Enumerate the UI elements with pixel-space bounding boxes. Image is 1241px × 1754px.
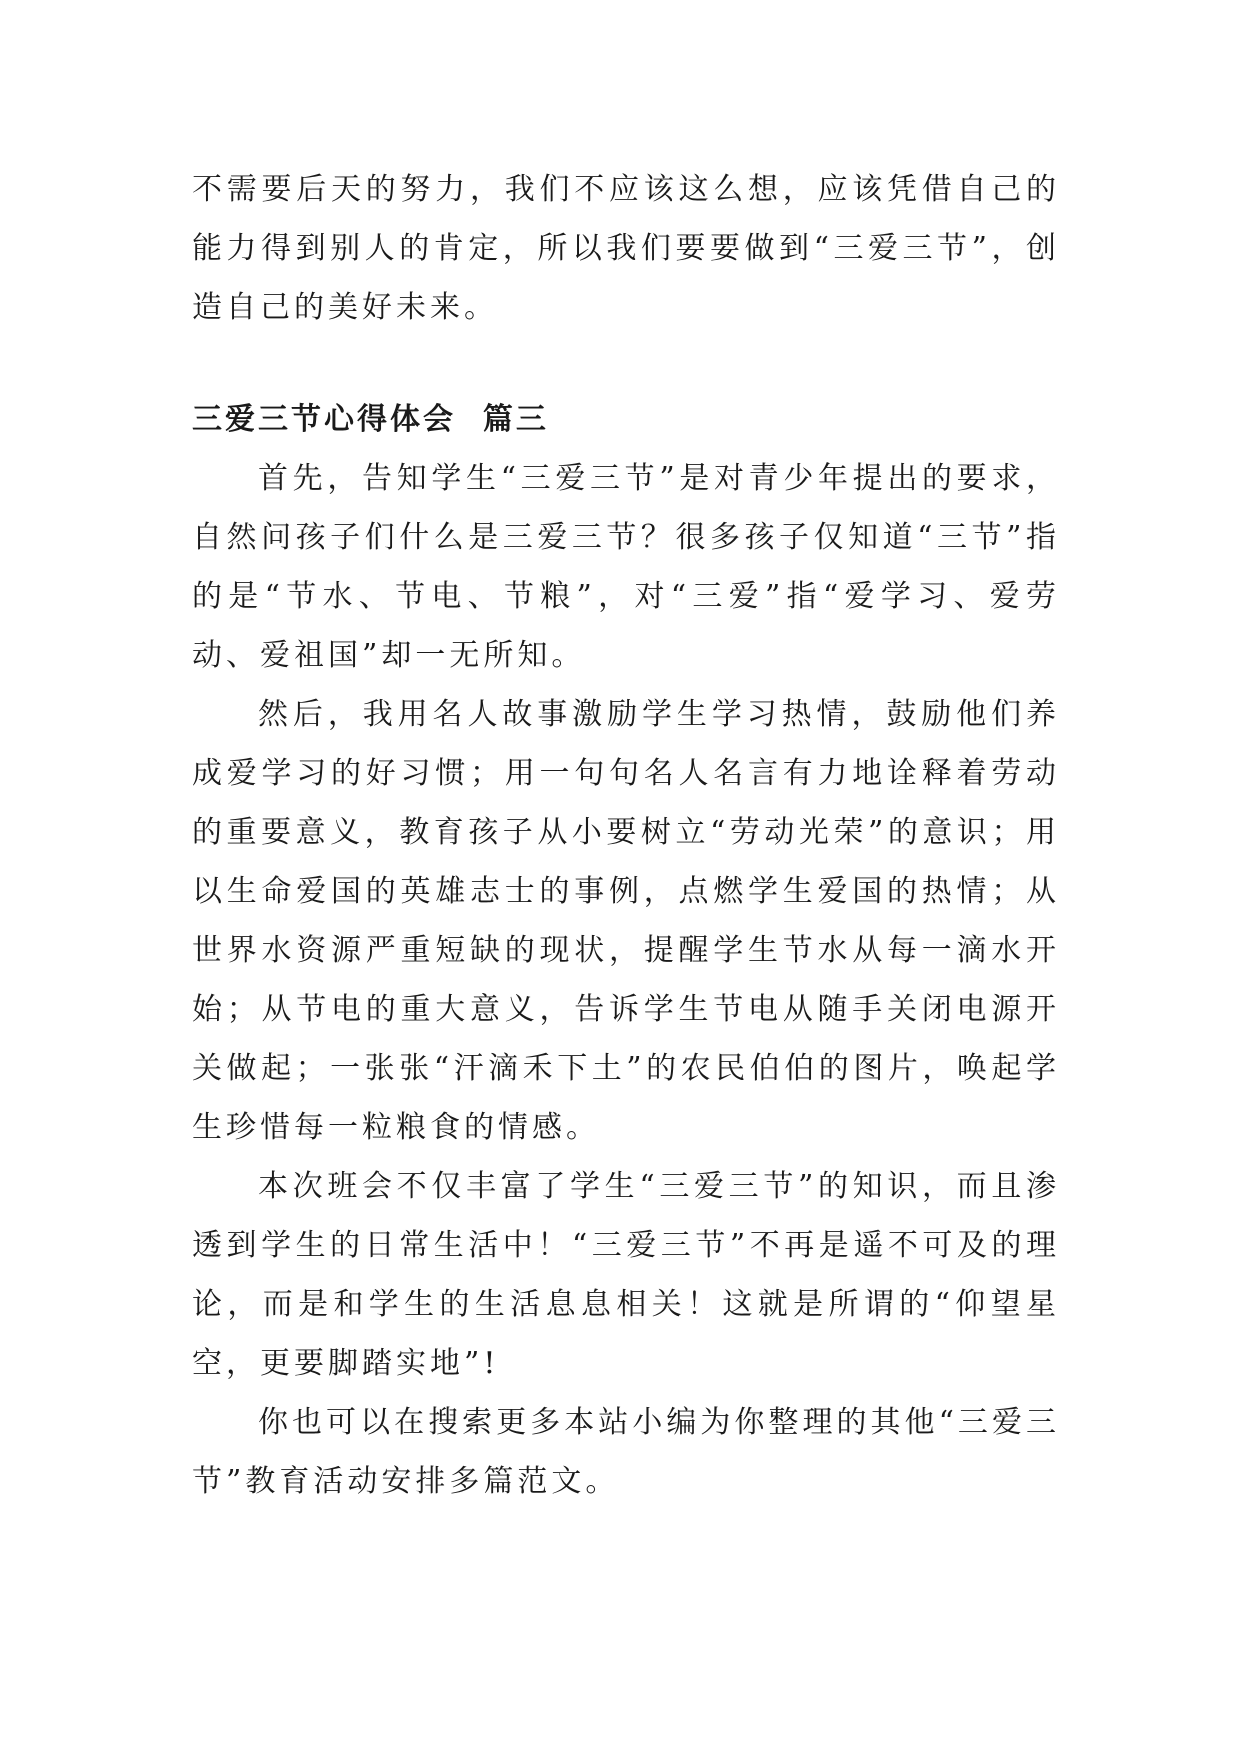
section-heading: 三爱三节心得体会 篇三 [192, 402, 549, 437]
paragraph-1: 首先，告知学生“三爱三节”是对青少年提出的要求，自然问孩子们什么是三爱三节？很多孩子仅知道“三节”指的是“节水、节电、节粮”，对“三爱”指“爱学习、爱劳动、爱祖国”却一无所知。 [192, 461, 1060, 673]
paragraph-2: 然后，我用名人故事激励学生学习热情，鼓励他们养成爱学习的好习惯；用一句句名人名言有力地诠释着劳动的重要意义，教育孩子从小要树立“劳动光荣”的意识；用以生命爱国的英雄志士的事例，点燃学生爱国的热情；从世界水资源严重短缺的现状，提醒学生节水从每一滴水开始；从节电的重大意义，告诉学生节电从随手关闭电源开关做起；一张张“汗滴禾下土”的农民伯伯的图片，唤起学生珍惜每一粒粮食的情感。 [192, 697, 1060, 1145]
body-text [192, 449, 1060, 1511]
paragraph-4: 你也可以在搜索更多本站小编为你整理的其他“三爱三节”教育活动安排多篇范文。 [192, 1405, 1060, 1499]
intro-paragraph: 不需要后天的努力，我们不应该这么想，应该凭借自己的能力得到别人的肯定，所以我们要要做到“三爱三节”，创造自己的美好未来。 [192, 172, 1060, 325]
paragraph-3: 本次班会不仅丰富了学生“三爱三节”的知识，而且渗透到学生的日常生活中！“三爱三节”不再是遥不可及的理论，而是和学生的生活息息相关！这就是所谓的“仰望星空，更要脚踏实地”! [192, 1169, 1060, 1381]
